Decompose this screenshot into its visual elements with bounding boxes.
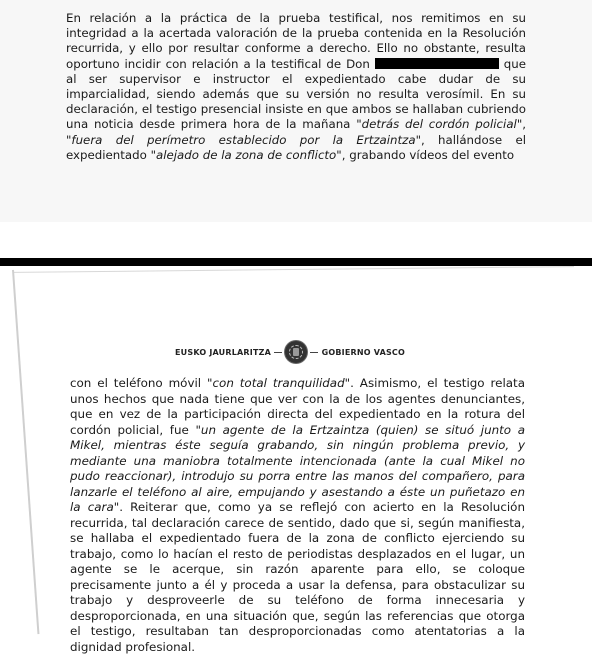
paragraph-text: . Reiterar que, como ya se reflejó con acierto en la Resolución recurrida, tal declaración carece de sentido, dado que si, según manifiesta, se hallaba el expedientado fuera de la zona de conflicto ejerciendo su trabajo, como lo hacían el resto de periodistas desplazados en el lugar, un agente se le acerque, sin razón aparente para ello, se coloque precisamente junto a él y proceda a usar la defensa, para obstaculizar su trabajo y desproveerle de su teléfono de forma innecesaria y desproporcionada, en una situación que, según las referencias que otorga el testigo, resultaban tan desproporcionadas como atentatorias a la dignidad profesional.	[70, 500, 525, 654]
coat-of-arms-icon	[285, 341, 307, 363]
quoted-testimony: "un agente de la Ertzaintza (quien) se situó junto a Mikel, mientras éste seguía grabando, sin ningún problema previo, y mediante una maniobra totalmente intencionada (ante la cual Mikel no pudo reaccionar), introdujo su porra entre las manos del compañero, para lanzarle el teléfono al aire, empujando y asestando a éste un puñetazo en la cara"	[70, 422, 525, 514]
quoted-testimony: "fuera del perímetro establecido por la Ertzaintza"	[66, 132, 421, 147]
page-gap	[0, 222, 592, 258]
quoted-testimony: "detrás del cordón policial"	[356, 117, 523, 132]
paragraph-text: que al ser supervisor e instructor el expedientado cabe dudar de su imparcialidad, siendo además que su versión no resulta verosímil. En su declaración, el testigo presencial insiste en que ambos se hallaban cubriendo una noticia desde primera hora de la mañana	[66, 56, 527, 132]
redacted-name-block	[375, 58, 499, 69]
letterhead-rule	[310, 352, 318, 353]
government-letterhead	[175, 340, 405, 364]
bottom-paragraph	[70, 376, 525, 655]
paragraph-text: , grabando vídeos del evento	[341, 147, 515, 162]
quoted-testimony: "alejado de la zona de conflicto"	[150, 147, 342, 162]
letterhead-basque: EUSKO JAURLARITZA	[175, 347, 272, 357]
top-paragraph	[66, 11, 526, 163]
letterhead-rule	[274, 352, 282, 353]
paragraph-text: ,	[522, 117, 527, 132]
letterhead-spanish: GOBIERNO VASCO	[321, 347, 405, 357]
paragraph-text: . Asimismo, el testigo relata unos hechos que nada tiene que ver con la de los agentes denunciantes, que en vez de la participación directa del expedientado en la rotura del cordón policial, fue	[70, 376, 525, 437]
paragraph-text: con el teléfono móvil	[70, 376, 202, 390]
paragraph-text: , hallándose el expedientado	[66, 132, 526, 162]
quoted-testimony: "con total tranquilidad"	[207, 376, 351, 390]
paragraph-text: En relación a la práctica de la prueba testifical, nos remitimos en su integridad a la acertada valoración de la prueba contenida en la Resolución recurrida, y ello por resultar conforme a derecho. Ello no obstante, resulta oportuno incidir con relación a la testifical de Don	[66, 11, 526, 71]
page-divider-bar	[0, 258, 592, 266]
